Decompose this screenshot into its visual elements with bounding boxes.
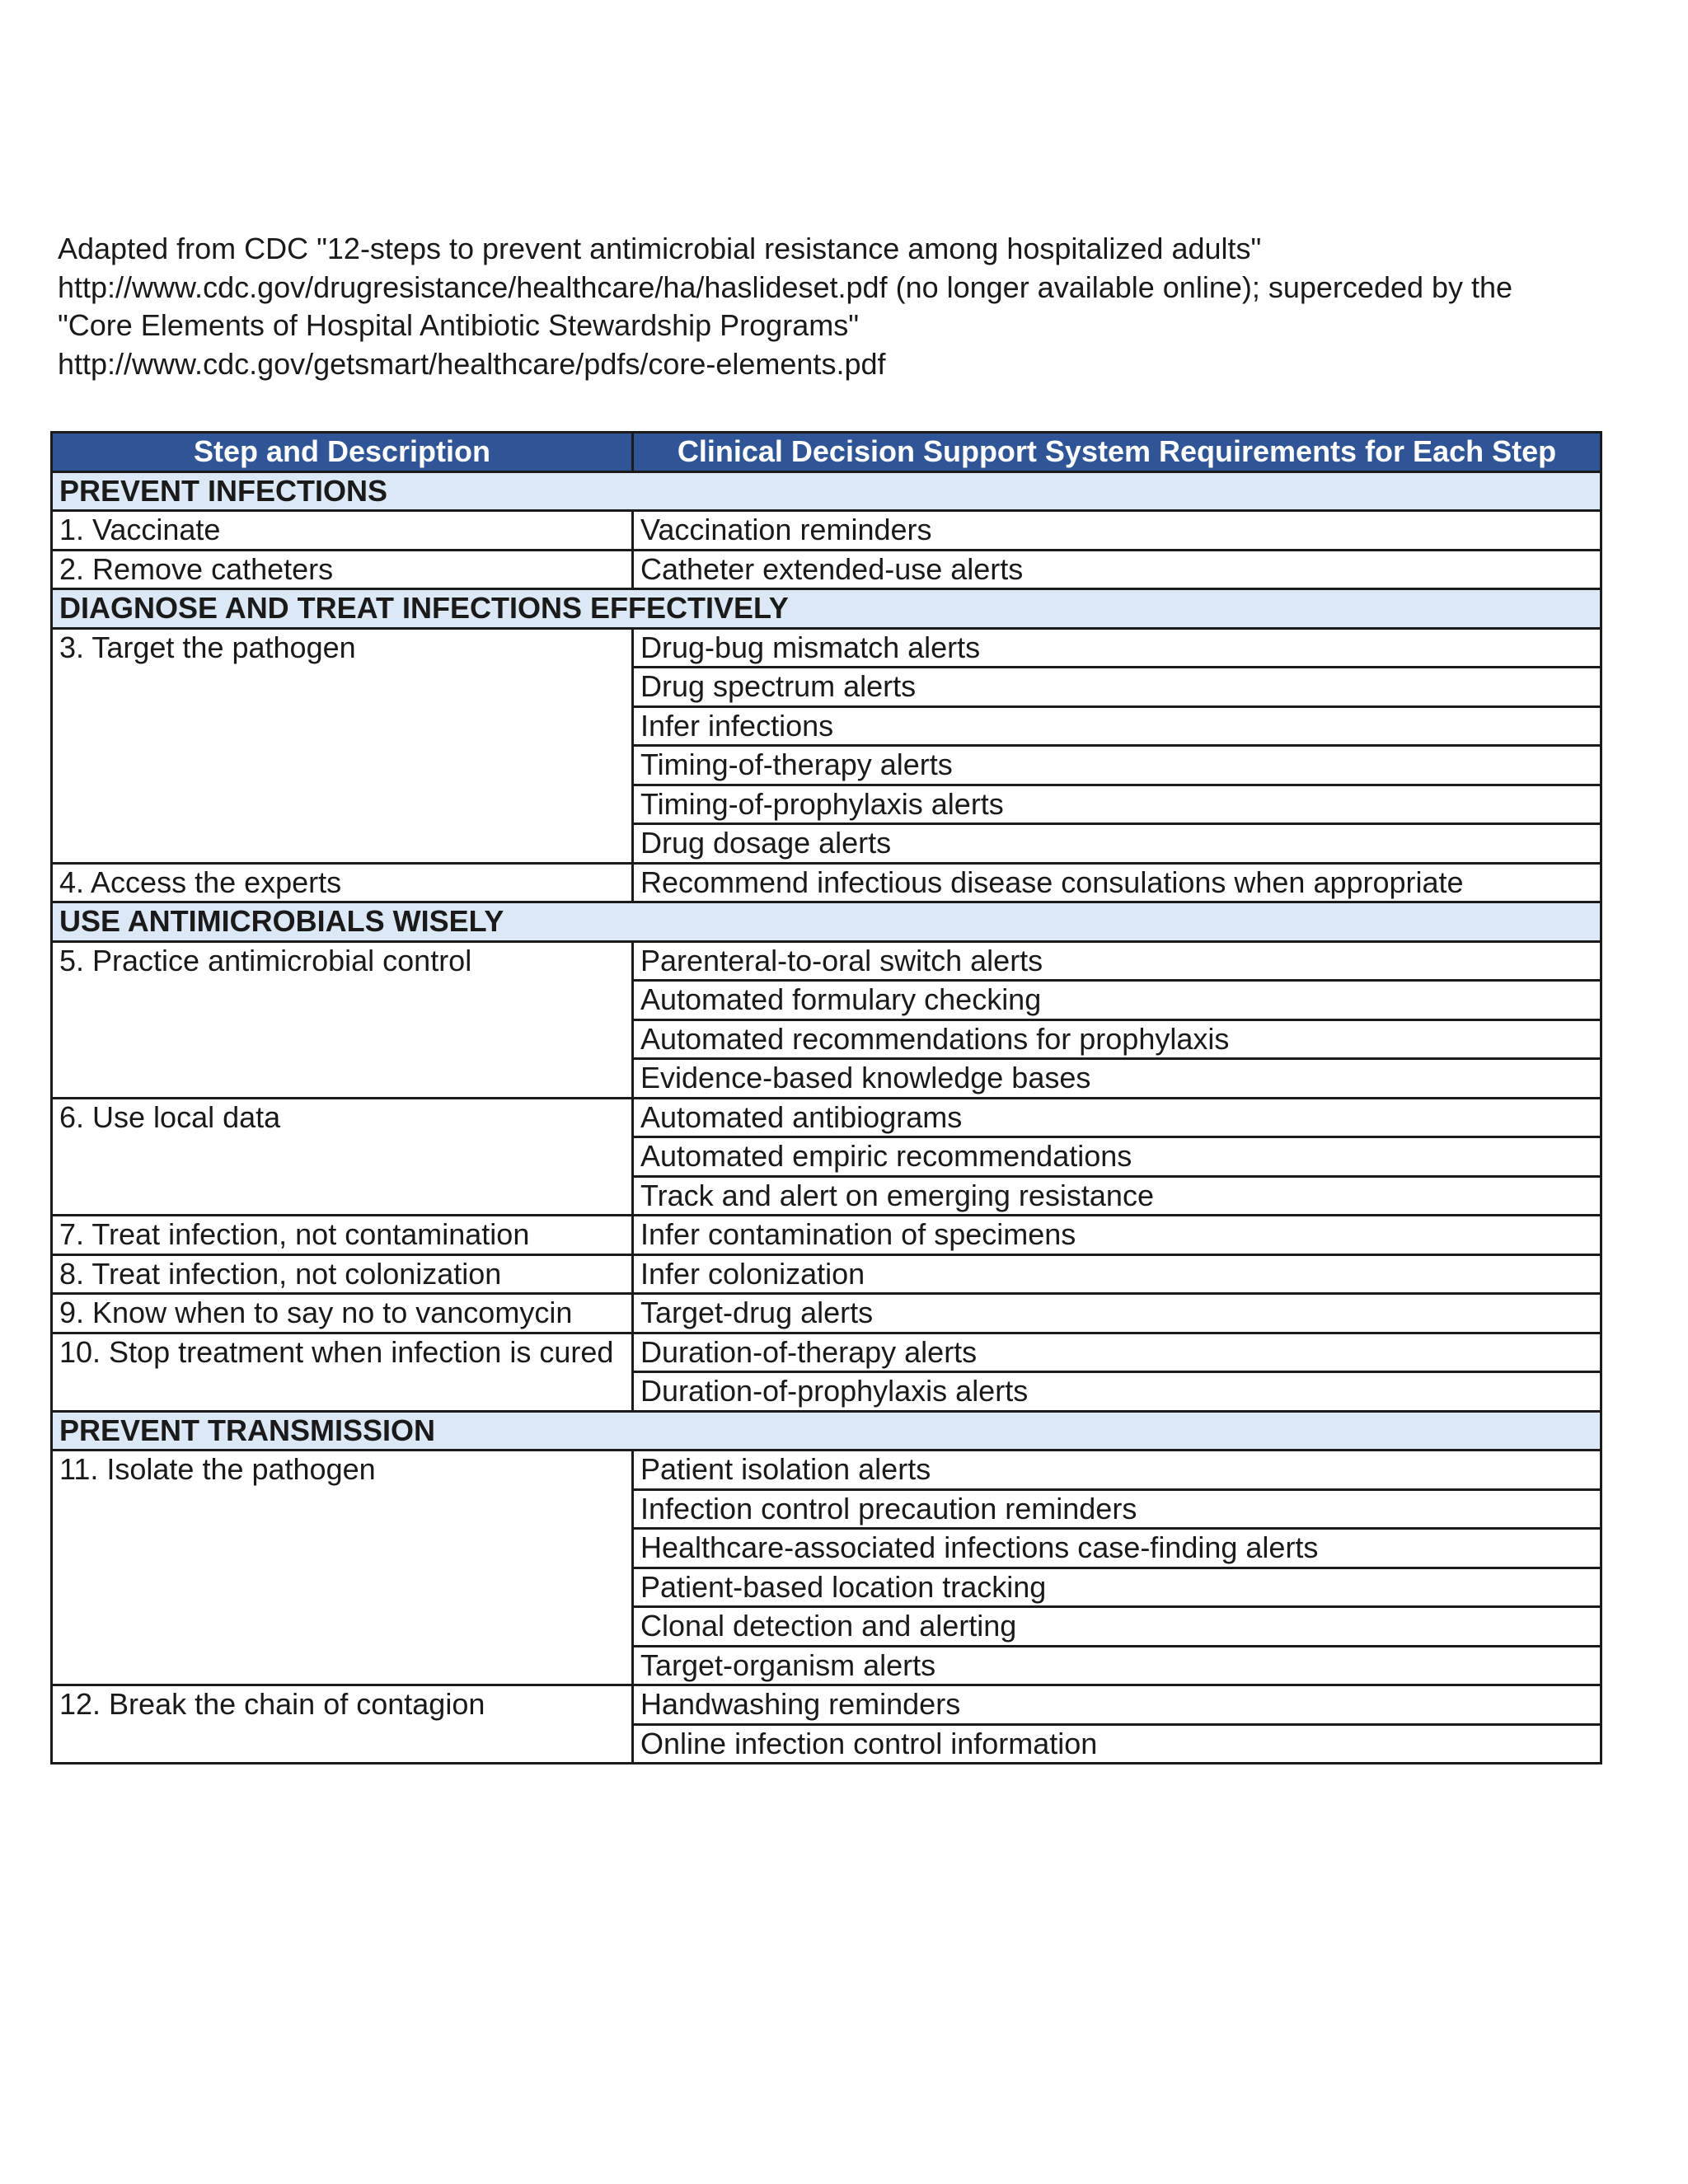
requirement: Patient isolation alerts — [633, 1451, 1601, 1490]
step-3: 3. Target the pathogen — [52, 628, 633, 863]
section-row — [52, 1411, 1601, 1451]
requirement: Patient-based location tracking — [633, 1568, 1601, 1607]
requirement: Duration-of-therapy alerts — [633, 1333, 1601, 1372]
requirement: Healthcare-associated infections case-finding alerts — [633, 1529, 1601, 1568]
table-header-row — [52, 433, 1601, 472]
requirement: Duration-of-prophylaxis alerts — [633, 1372, 1601, 1412]
requirement: Handwashing reminders — [633, 1685, 1601, 1725]
table-row — [52, 511, 1601, 551]
step-9: 9. Know when to say no to vancomycin — [52, 1294, 633, 1333]
header-step: Step and Description — [52, 433, 633, 472]
requirement: Evidence-based knowledge bases — [633, 1059, 1601, 1099]
table-row — [52, 1098, 1601, 1137]
requirement: Automated empiric recommendations — [633, 1137, 1601, 1177]
table-row — [52, 628, 1601, 668]
section-row — [52, 589, 1601, 629]
table-row — [52, 1216, 1601, 1255]
requirement: Automated recommendations for prophylaxis — [633, 1019, 1601, 1059]
requirement: Automated antibiograms — [633, 1098, 1601, 1137]
requirement: Infer contamination of specimens — [633, 1216, 1601, 1255]
steps-table — [50, 431, 1602, 1765]
requirement: Drug-bug mismatch alerts — [633, 628, 1601, 668]
step-1: 1. Vaccinate — [52, 511, 633, 551]
requirement: Infer colonization — [633, 1254, 1601, 1294]
intro-line-2: http://www.cdc.gov/drugresistance/healthcare/ha/haslideset.pdf (no longer available online); superceded by the — [58, 269, 1513, 304]
requirement: Clonal detection and alerting — [633, 1607, 1601, 1647]
requirement: Recommend infectious disease consulations when appropriate — [633, 863, 1601, 902]
requirement: Vaccination reminders — [633, 511, 1601, 551]
requirement: Infection control precaution reminders — [633, 1489, 1601, 1529]
step-10: 10. Stop treatment when infection is cured — [52, 1333, 633, 1411]
section-prevent-transmission: PREVENT TRANSMISSION — [52, 1411, 1601, 1451]
step-5: 5. Practice antimicrobial control — [52, 941, 633, 1098]
requirement: Infer infections — [633, 706, 1601, 746]
intro-text — [58, 230, 1640, 383]
requirement: Parenteral-to-oral switch alerts — [633, 941, 1601, 981]
requirement: Online infection control information — [633, 1724, 1601, 1764]
requirement: Target-organism alerts — [633, 1646, 1601, 1685]
requirement: Catheter extended-use alerts — [633, 550, 1601, 589]
step-6: 6. Use local data — [52, 1098, 633, 1216]
section-row — [52, 471, 1601, 511]
table-row — [52, 1451, 1601, 1490]
table-row — [52, 863, 1601, 902]
requirement: Target-drug alerts — [633, 1294, 1601, 1333]
requirement: Automated formulary checking — [633, 981, 1601, 1020]
section-diagnose-treat: DIAGNOSE AND TREAT INFECTIONS EFFECTIVELY — [52, 589, 1601, 629]
step-11: 11. Isolate the pathogen — [52, 1451, 633, 1685]
step-7: 7. Treat infection, not contamination — [52, 1216, 633, 1255]
table-row — [52, 1254, 1601, 1294]
table-row — [52, 1333, 1601, 1372]
section-prevent-infections: PREVENT INFECTIONS — [52, 471, 1601, 511]
step-8: 8. Treat infection, not colonization — [52, 1254, 633, 1294]
table-row — [52, 1685, 1601, 1725]
intro-line-3: "Core Elements of Hospital Antibiotic Stewardship Programs" — [58, 308, 859, 342]
section-use-antimicrobials: USE ANTIMICROBIALS WISELY — [52, 902, 1601, 942]
requirement: Timing-of-prophylaxis alerts — [633, 785, 1601, 824]
table-row — [52, 941, 1601, 981]
header-requirements: Clinical Decision Support System Requirements for Each Step — [633, 433, 1601, 472]
section-row — [52, 902, 1601, 942]
intro-line-4: http://www.cdc.gov/getsmart/healthcare/pdfs/core-elements.pdf — [58, 346, 886, 381]
requirement: Track and alert on emerging resistance — [633, 1176, 1601, 1216]
table-row — [52, 550, 1601, 589]
intro-line-1: Adapted from CDC "12-steps to prevent antimicrobial resistance among hospitalized adults" — [58, 232, 1262, 265]
requirement: Drug dosage alerts — [633, 824, 1601, 864]
step-2: 2. Remove catheters — [52, 550, 633, 589]
step-12: 12. Break the chain of contagion — [52, 1685, 633, 1764]
step-4: 4. Access the experts — [52, 863, 633, 902]
requirement: Timing-of-therapy alerts — [633, 746, 1601, 785]
requirement: Drug spectrum alerts — [633, 668, 1601, 707]
table-row — [52, 1294, 1601, 1333]
